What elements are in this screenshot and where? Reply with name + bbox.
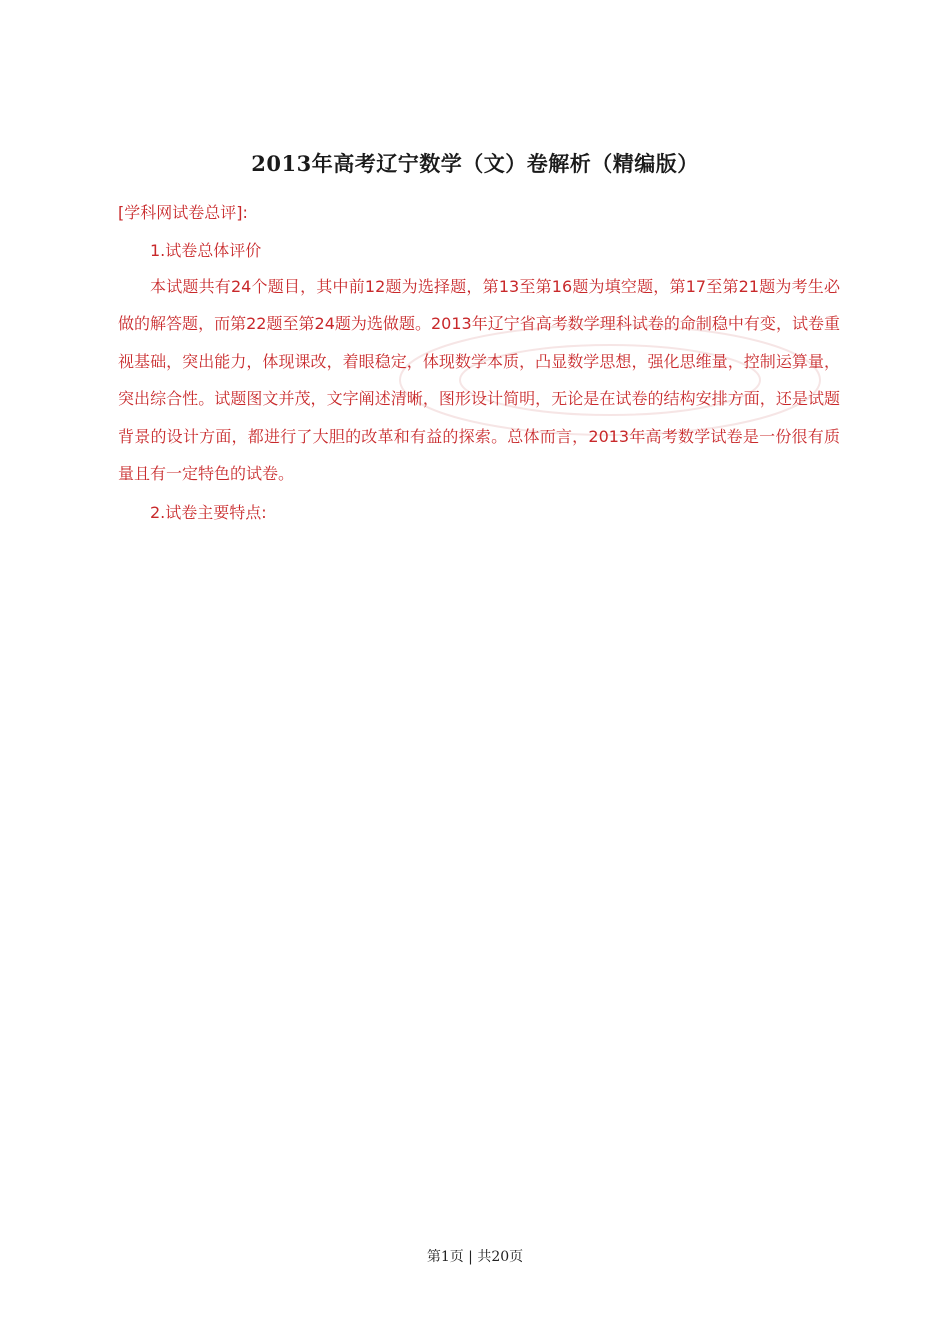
- document-title: 2013年高考辽宁数学（文）卷解析（精编版）: [251, 151, 699, 176]
- page-footer: 第1页 | 共20页: [426, 1249, 524, 1265]
- header-note: [学科网试卷总评]:: [118, 203, 248, 222]
- section-heading-1: 1.试卷总体评价: [150, 241, 262, 260]
- section-heading-2: 2.试卷主要特点:: [150, 503, 267, 522]
- paragraph-1: 本试题共有24个题目，其中前12题为选择题，第13至第16题为填空题，第17至第21题为考生必做的解答题，而第22题至第24题为选做题。2013年辽宁省高考数学理科试卷的命制稳中有变，试卷重视基础，突出能力，体现课改，着眼稳定，体现数学本质，凸显数学思想，强化思维量，控制运算量，突出综合性。试题图文并茂，文字阐述清晰，图形设计简明，无论是在试卷的结构安排方面，还是试题背景的设计方面，都进行了大胆的改革和有益的探索。总体而言，2013年高考数学试卷是一份很有质量且有一定特色的试卷。: [118, 277, 840, 484]
